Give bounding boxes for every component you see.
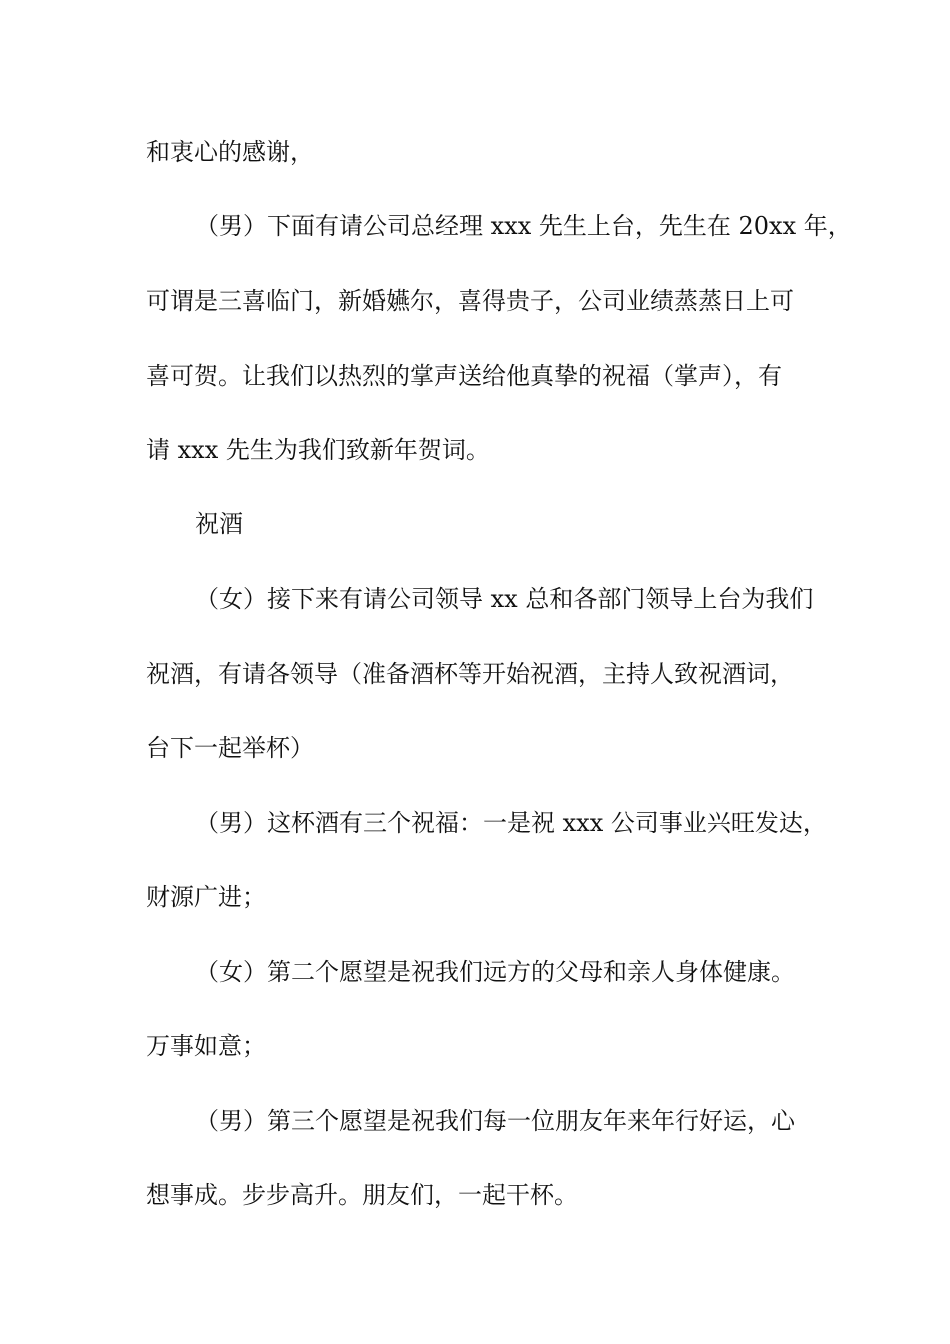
text-line: 万事如意；: [146, 1032, 266, 1060]
text-line: 和衷心的感谢，: [146, 138, 314, 166]
text-line: （男）下面有请公司总经理 xxx 先生上台，先生在 20xx 年，: [195, 212, 852, 240]
text-line: 喜可贺。让我们以热烈的掌声送给他真挚的祝福（掌声），有: [146, 362, 782, 390]
text-line: 可谓是三喜临门，新婚嬿尔，喜得贵子，公司业绩蒸蒸日上可: [146, 287, 794, 315]
text-line: （男）这杯酒有三个祝福：一是祝 xxx 公司事业兴旺发达，: [195, 809, 827, 837]
text-line: 想事成。步步高升。朋友们，一起干杯。: [146, 1181, 578, 1209]
text-line: （女）接下来有请公司领导 xx 总和各部门领导上台为我们: [195, 585, 814, 613]
text-line: 请 xxx 先生为我们致新年贺词。: [146, 436, 490, 464]
section-heading: 祝酒: [195, 510, 243, 538]
text-line: （男）第三个愿望是祝我们每一位朋友年来年行好运，心: [195, 1107, 795, 1135]
text-line: 祝酒，有请各领导（准备酒杯等开始祝酒，主持人致祝酒词，: [146, 660, 794, 688]
text-line: 台下一起举杯）: [146, 734, 314, 762]
text-line: 财源广进；: [146, 883, 266, 911]
text-line: （女）第二个愿望是祝我们远方的父母和亲人身体健康。: [195, 958, 795, 986]
